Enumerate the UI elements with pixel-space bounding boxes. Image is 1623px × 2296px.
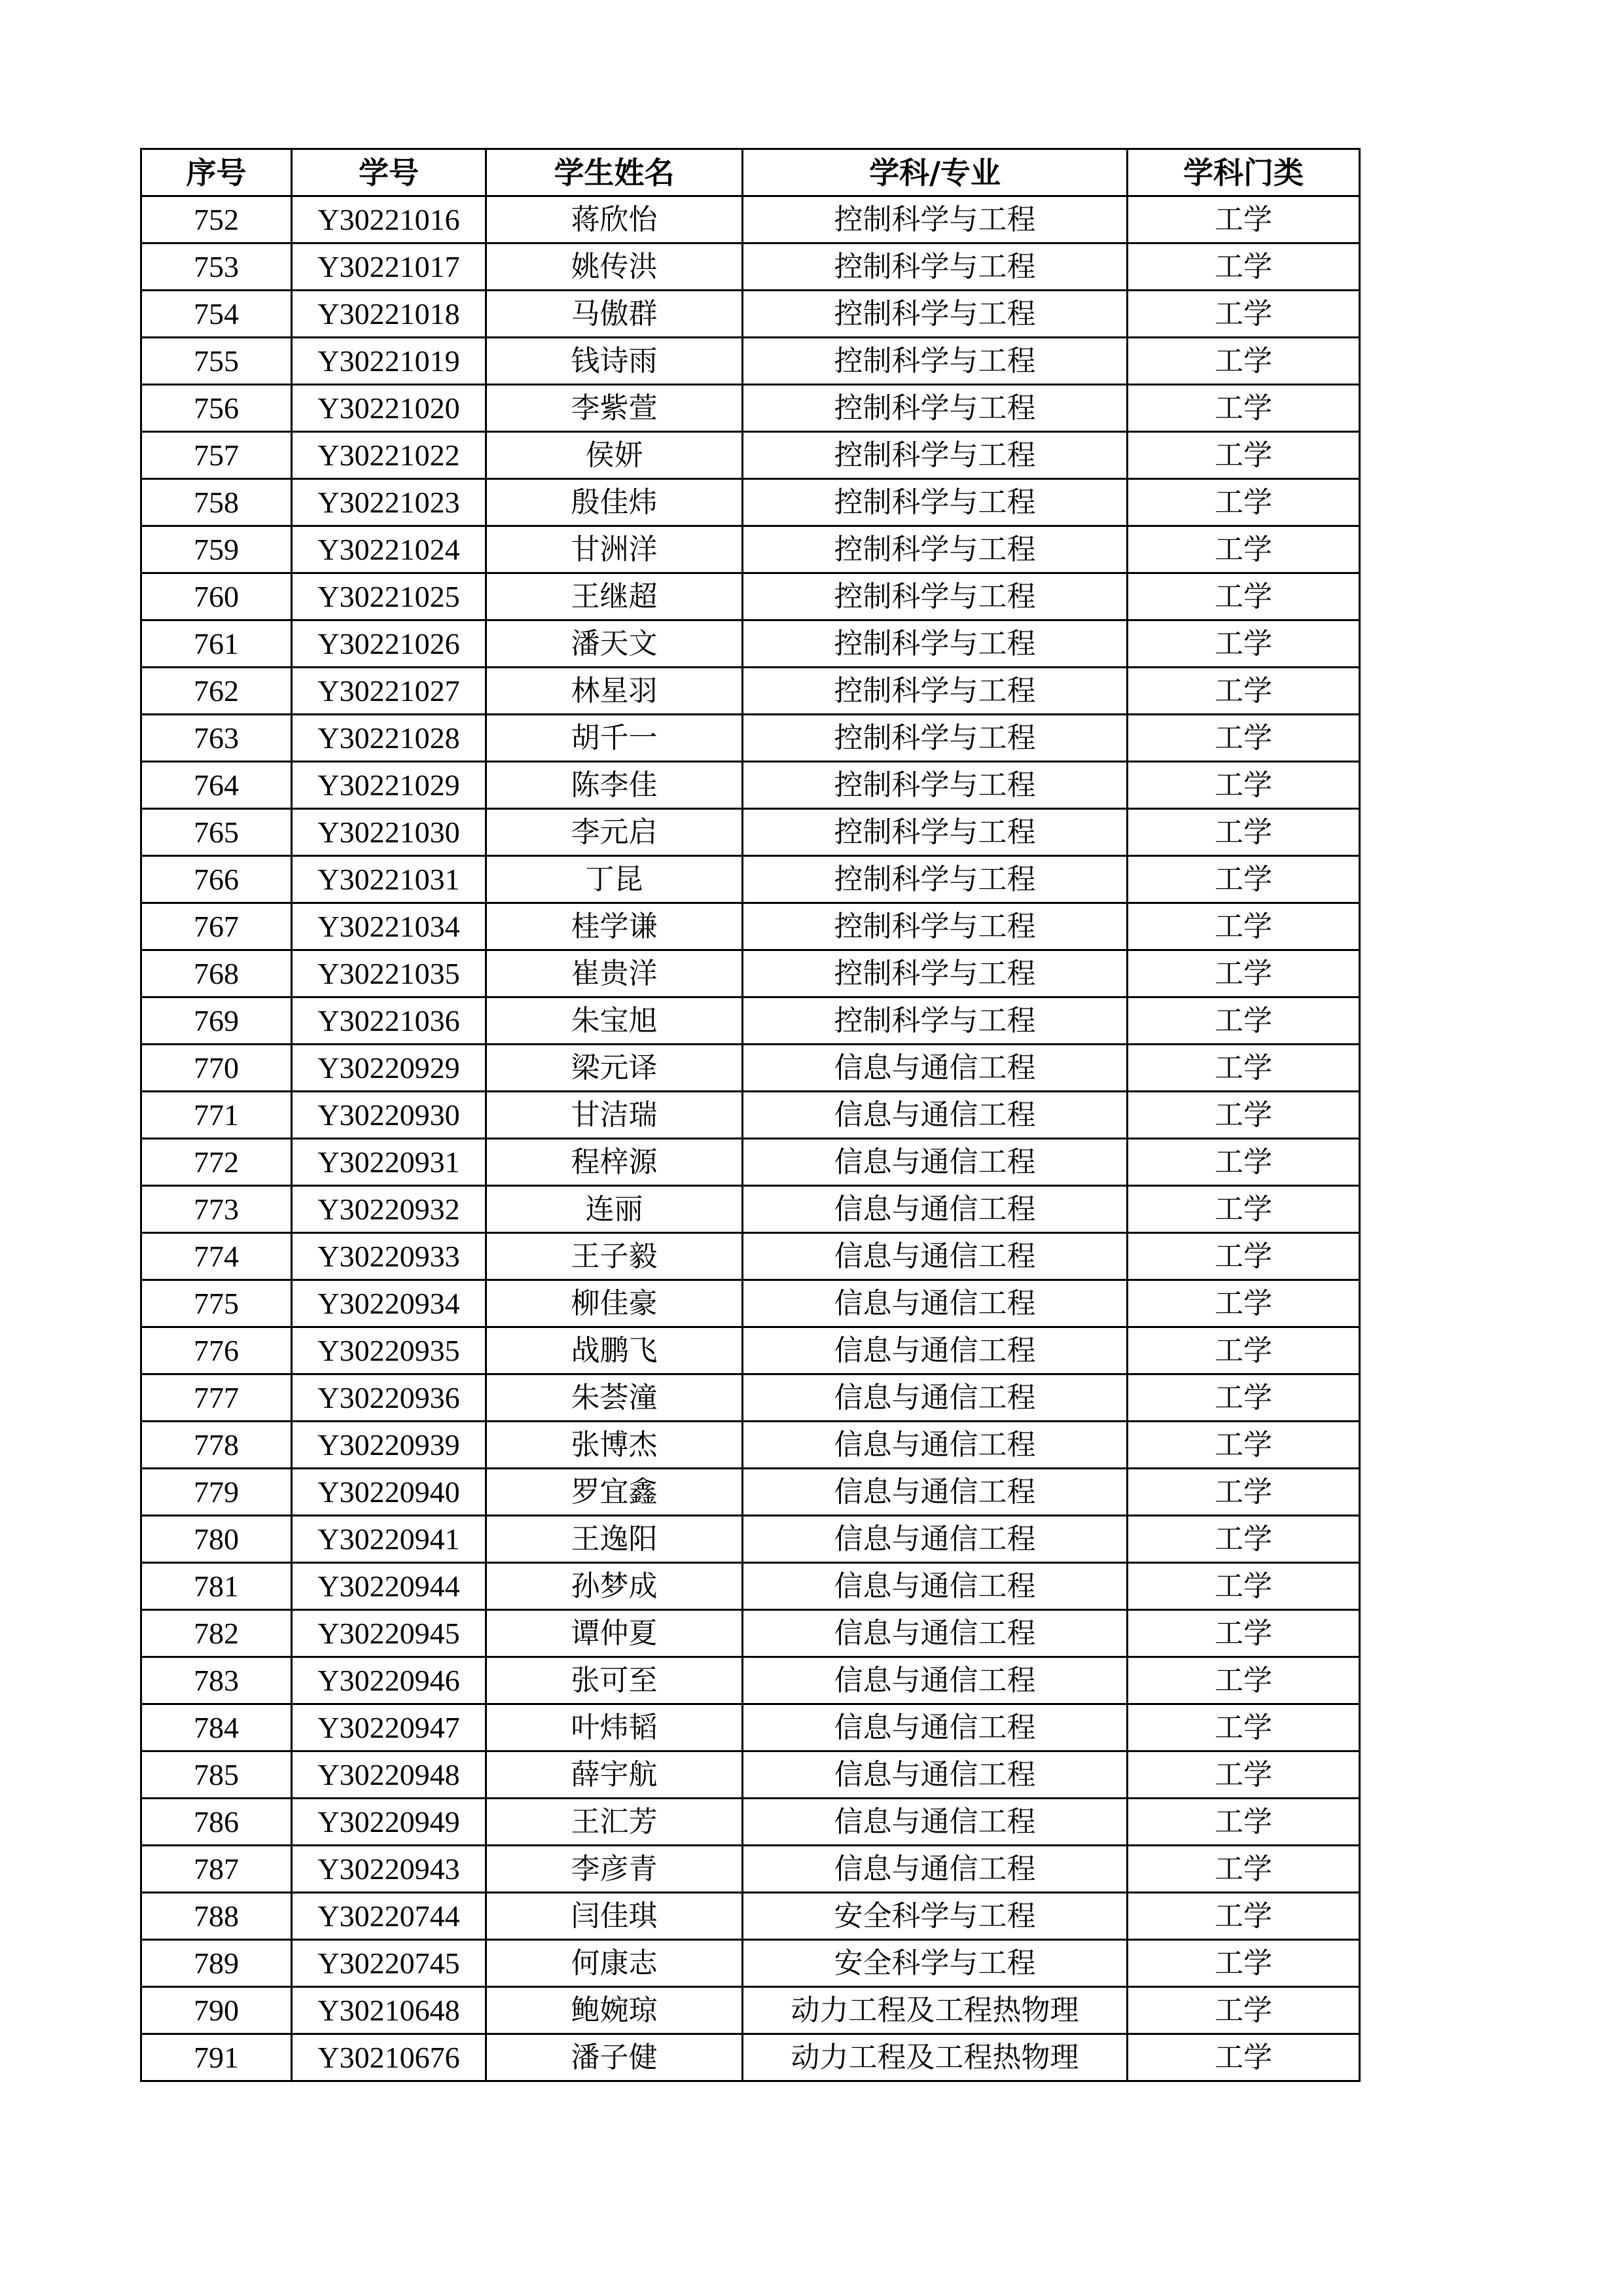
cell-student-id: Y30221025 (292, 573, 486, 620)
cell-seq: 769 (141, 997, 292, 1045)
cell-major: 控制科学与工程 (743, 196, 1128, 243)
table-row (141, 1327, 1360, 1374)
cell-category: 工学 (1128, 1186, 1360, 1233)
cell-student-name: 孙梦成 (486, 1563, 743, 1610)
cell-student-name: 朱宝旭 (486, 997, 743, 1045)
cell-student-id: Y30220941 (292, 1516, 486, 1563)
table-row (141, 573, 1360, 620)
table-row (141, 903, 1360, 950)
table-row (141, 1422, 1360, 1469)
cell-seq: 765 (141, 809, 292, 856)
cell-student-id: Y30221019 (292, 338, 486, 385)
cell-student-name: 胡千一 (486, 715, 743, 762)
cell-category: 工学 (1128, 385, 1360, 432)
cell-student-name: 何康志 (486, 1940, 743, 1987)
cell-seq: 774 (141, 1233, 292, 1280)
cell-category: 工学 (1128, 668, 1360, 715)
cell-seq: 790 (141, 1987, 292, 2034)
table-row (141, 1139, 1360, 1186)
cell-category: 工学 (1128, 1233, 1360, 1280)
table-row (141, 1469, 1360, 1516)
cell-student-id: Y30220945 (292, 1610, 486, 1657)
cell-category: 工学 (1128, 479, 1360, 526)
cell-seq: 768 (141, 950, 292, 997)
cell-student-id: Y30220931 (292, 1139, 486, 1186)
cell-student-id: Y30220943 (292, 1846, 486, 1893)
table-row (141, 1987, 1360, 2034)
table-row (141, 1092, 1360, 1139)
table-row (141, 1186, 1360, 1233)
table-row (141, 479, 1360, 526)
cell-major: 控制科学与工程 (743, 243, 1128, 291)
cell-student-id: Y30221035 (292, 950, 486, 997)
cell-student-name: 李紫萱 (486, 385, 743, 432)
cell-category: 工学 (1128, 526, 1360, 573)
cell-category: 工学 (1128, 620, 1360, 668)
cell-student-id: Y30221026 (292, 620, 486, 668)
cell-seq: 786 (141, 1799, 292, 1846)
cell-category: 工学 (1128, 1563, 1360, 1610)
cell-seq: 766 (141, 856, 292, 903)
cell-category: 工学 (1128, 1327, 1360, 1374)
cell-category: 工学 (1128, 715, 1360, 762)
cell-student-name: 王逸阳 (486, 1516, 743, 1563)
cell-student-name: 朱荟潼 (486, 1374, 743, 1422)
cell-major: 控制科学与工程 (743, 620, 1128, 668)
cell-major: 信息与通信工程 (743, 1327, 1128, 1374)
cell-major: 信息与通信工程 (743, 1563, 1128, 1610)
cell-student-id: Y30220936 (292, 1374, 486, 1422)
cell-student-id: Y30220745 (292, 1940, 486, 1987)
table-row (141, 1610, 1360, 1657)
cell-student-id: Y30221017 (292, 243, 486, 291)
cell-seq: 776 (141, 1327, 292, 1374)
cell-category: 工学 (1128, 1139, 1360, 1186)
cell-student-name: 陈李佳 (486, 762, 743, 809)
cell-category: 工学 (1128, 338, 1360, 385)
cell-category: 工学 (1128, 1893, 1360, 1940)
cell-student-id: Y30220940 (292, 1469, 486, 1516)
cell-student-id: Y30221023 (292, 479, 486, 526)
cell-student-id: Y30210648 (292, 1987, 486, 2034)
table-row (141, 1751, 1360, 1799)
cell-student-id: Y30220933 (292, 1233, 486, 1280)
cell-major: 控制科学与工程 (743, 950, 1128, 997)
cell-student-id: Y30221027 (292, 668, 486, 715)
cell-category: 工学 (1128, 1657, 1360, 1704)
cell-student-name: 张博杰 (486, 1422, 743, 1469)
cell-major: 信息与通信工程 (743, 1469, 1128, 1516)
table-row (141, 762, 1360, 809)
cell-student-name: 马傲群 (486, 291, 743, 338)
cell-student-id: Y30220948 (292, 1751, 486, 1799)
cell-major: 信息与通信工程 (743, 1422, 1128, 1469)
cell-student-id: Y30221028 (292, 715, 486, 762)
cell-student-id: Y30210676 (292, 2034, 486, 2081)
cell-major: 控制科学与工程 (743, 903, 1128, 950)
cell-seq: 775 (141, 1280, 292, 1327)
cell-major: 控制科学与工程 (743, 762, 1128, 809)
table-body (141, 196, 1360, 2081)
cell-seq: 781 (141, 1563, 292, 1610)
cell-category: 工学 (1128, 1704, 1360, 1751)
cell-student-name: 柳佳豪 (486, 1280, 743, 1327)
header-major: 学科/专业 (743, 149, 1128, 196)
cell-category: 工学 (1128, 432, 1360, 479)
table-row (141, 1799, 1360, 1846)
cell-category: 工学 (1128, 903, 1360, 950)
cell-category: 工学 (1128, 1751, 1360, 1799)
cell-student-id: Y30221024 (292, 526, 486, 573)
student-roster-table (140, 148, 1361, 2082)
cell-category: 工学 (1128, 196, 1360, 243)
cell-category: 工学 (1128, 2034, 1360, 2081)
cell-seq: 759 (141, 526, 292, 573)
cell-student-name: 蒋欣怡 (486, 196, 743, 243)
cell-category: 工学 (1128, 243, 1360, 291)
cell-category: 工学 (1128, 1610, 1360, 1657)
cell-category: 工学 (1128, 1422, 1360, 1469)
table-row (141, 1516, 1360, 1563)
cell-student-name: 潘天文 (486, 620, 743, 668)
cell-seq: 764 (141, 762, 292, 809)
table-row (141, 385, 1360, 432)
cell-student-name: 丁昆 (486, 856, 743, 903)
table-row (141, 1893, 1360, 1940)
table-row (141, 338, 1360, 385)
cell-student-id: Y30220932 (292, 1186, 486, 1233)
cell-seq: 773 (141, 1186, 292, 1233)
table-row (141, 1657, 1360, 1704)
cell-student-name: 李彦青 (486, 1846, 743, 1893)
cell-student-id: Y30220930 (292, 1092, 486, 1139)
cell-student-name: 钱诗雨 (486, 338, 743, 385)
cell-student-id: Y30221031 (292, 856, 486, 903)
cell-seq: 761 (141, 620, 292, 668)
cell-seq: 756 (141, 385, 292, 432)
table-row (141, 809, 1360, 856)
cell-student-name: 连丽 (486, 1186, 743, 1233)
table-row (141, 1940, 1360, 1987)
cell-seq: 788 (141, 1893, 292, 1940)
cell-seq: 780 (141, 1516, 292, 1563)
header-student-id: 学号 (292, 149, 486, 196)
cell-student-id: Y30220947 (292, 1704, 486, 1751)
header-seq: 序号 (141, 149, 292, 196)
cell-major: 信息与通信工程 (743, 1751, 1128, 1799)
cell-seq: 754 (141, 291, 292, 338)
cell-major: 控制科学与工程 (743, 526, 1128, 573)
cell-category: 工学 (1128, 291, 1360, 338)
table-row (141, 715, 1360, 762)
cell-student-name: 林星羽 (486, 668, 743, 715)
cell-student-id: Y30220935 (292, 1327, 486, 1374)
cell-student-name: 薛宇航 (486, 1751, 743, 1799)
table-row (141, 950, 1360, 997)
cell-category: 工学 (1128, 1045, 1360, 1092)
header-row (141, 149, 1360, 196)
cell-student-name: 王子毅 (486, 1233, 743, 1280)
cell-major: 控制科学与工程 (743, 809, 1128, 856)
cell-major: 控制科学与工程 (743, 668, 1128, 715)
cell-major: 安全科学与工程 (743, 1893, 1128, 1940)
cell-student-name: 王继超 (486, 573, 743, 620)
cell-student-name: 姚传洪 (486, 243, 743, 291)
cell-student-name: 王汇芳 (486, 1799, 743, 1846)
cell-seq: 770 (141, 1045, 292, 1092)
table-row (141, 196, 1360, 243)
cell-category: 工学 (1128, 809, 1360, 856)
table-row (141, 1233, 1360, 1280)
cell-category: 工学 (1128, 950, 1360, 997)
table-header (141, 149, 1360, 196)
cell-category: 工学 (1128, 1374, 1360, 1422)
cell-student-id: Y30221016 (292, 196, 486, 243)
cell-student-name: 罗宜鑫 (486, 1469, 743, 1516)
cell-major: 控制科学与工程 (743, 573, 1128, 620)
cell-major: 控制科学与工程 (743, 997, 1128, 1045)
cell-student-name: 战鹏飞 (486, 1327, 743, 1374)
cell-category: 工学 (1128, 1799, 1360, 1846)
cell-category: 工学 (1128, 573, 1360, 620)
cell-student-id: Y30220939 (292, 1422, 486, 1469)
cell-student-id: Y30220946 (292, 1657, 486, 1704)
cell-student-name: 侯妍 (486, 432, 743, 479)
cell-seq: 772 (141, 1139, 292, 1186)
cell-seq: 778 (141, 1422, 292, 1469)
cell-major: 动力工程及工程热物理 (743, 1987, 1128, 2034)
cell-seq: 767 (141, 903, 292, 950)
cell-seq: 752 (141, 196, 292, 243)
table-row (141, 997, 1360, 1045)
cell-seq: 791 (141, 2034, 292, 2081)
cell-student-name: 桂学谦 (486, 903, 743, 950)
cell-student-id: Y30221030 (292, 809, 486, 856)
cell-major: 控制科学与工程 (743, 479, 1128, 526)
cell-seq: 777 (141, 1374, 292, 1422)
cell-major: 信息与通信工程 (743, 1799, 1128, 1846)
cell-category: 工学 (1128, 1280, 1360, 1327)
cell-seq: 784 (141, 1704, 292, 1751)
cell-student-name: 鲍婉琼 (486, 1987, 743, 2034)
cell-student-id: Y30221034 (292, 903, 486, 950)
cell-major: 控制科学与工程 (743, 385, 1128, 432)
table-row (141, 1846, 1360, 1893)
cell-major: 信息与通信工程 (743, 1233, 1128, 1280)
cell-student-name: 闫佳琪 (486, 1893, 743, 1940)
cell-seq: 789 (141, 1940, 292, 1987)
table-row (141, 1374, 1360, 1422)
table-row (141, 1563, 1360, 1610)
cell-major: 信息与通信工程 (743, 1139, 1128, 1186)
cell-seq: 755 (141, 338, 292, 385)
cell-category: 工学 (1128, 1092, 1360, 1139)
cell-student-id: Y30221022 (292, 432, 486, 479)
cell-student-id: Y30220934 (292, 1280, 486, 1327)
cell-major: 信息与通信工程 (743, 1280, 1128, 1327)
cell-seq: 787 (141, 1846, 292, 1893)
table-row (141, 2034, 1360, 2081)
cell-major: 信息与通信工程 (743, 1045, 1128, 1092)
cell-student-name: 谭仲夏 (486, 1610, 743, 1657)
cell-student-id: Y30221036 (292, 997, 486, 1045)
cell-student-name: 叶炜韬 (486, 1704, 743, 1751)
table-row (141, 291, 1360, 338)
cell-seq: 760 (141, 573, 292, 620)
cell-major: 控制科学与工程 (743, 338, 1128, 385)
cell-major: 安全科学与工程 (743, 1940, 1128, 1987)
cell-seq: 783 (141, 1657, 292, 1704)
cell-category: 工学 (1128, 1469, 1360, 1516)
cell-student-name: 甘洁瑞 (486, 1092, 743, 1139)
cell-major: 信息与通信工程 (743, 1846, 1128, 1893)
table-row (141, 243, 1360, 291)
cell-major: 信息与通信工程 (743, 1186, 1128, 1233)
cell-student-name: 张可至 (486, 1657, 743, 1704)
cell-student-name: 程梓源 (486, 1139, 743, 1186)
cell-seq: 757 (141, 432, 292, 479)
cell-major: 信息与通信工程 (743, 1657, 1128, 1704)
cell-category: 工学 (1128, 1846, 1360, 1893)
cell-category: 工学 (1128, 1516, 1360, 1563)
cell-seq: 758 (141, 479, 292, 526)
table-row (141, 668, 1360, 715)
cell-student-name: 李元启 (486, 809, 743, 856)
cell-major: 信息与通信工程 (743, 1610, 1128, 1657)
cell-student-id: Y30221020 (292, 385, 486, 432)
cell-student-id: Y30220744 (292, 1893, 486, 1940)
table-row (141, 1704, 1360, 1751)
cell-student-name: 梁元译 (486, 1045, 743, 1092)
cell-category: 工学 (1128, 1987, 1360, 2034)
cell-seq: 762 (141, 668, 292, 715)
cell-seq: 753 (141, 243, 292, 291)
cell-seq: 779 (141, 1469, 292, 1516)
cell-student-name: 甘洲洋 (486, 526, 743, 573)
cell-category: 工学 (1128, 762, 1360, 809)
cell-student-id: Y30221018 (292, 291, 486, 338)
cell-student-id: Y30220929 (292, 1045, 486, 1092)
header-category: 学科门类 (1128, 149, 1360, 196)
cell-major: 控制科学与工程 (743, 291, 1128, 338)
table-row (141, 1045, 1360, 1092)
cell-student-id: Y30220944 (292, 1563, 486, 1610)
cell-category: 工学 (1128, 1940, 1360, 1987)
cell-major: 动力工程及工程热物理 (743, 2034, 1128, 2081)
table-row (141, 432, 1360, 479)
table-row (141, 856, 1360, 903)
table-row (141, 526, 1360, 573)
cell-seq: 782 (141, 1610, 292, 1657)
cell-student-id: Y30220949 (292, 1799, 486, 1846)
cell-seq: 771 (141, 1092, 292, 1139)
cell-major: 控制科学与工程 (743, 856, 1128, 903)
cell-seq: 763 (141, 715, 292, 762)
cell-major: 信息与通信工程 (743, 1374, 1128, 1422)
cell-student-name: 殷佳炜 (486, 479, 743, 526)
cell-category: 工学 (1128, 856, 1360, 903)
table-row (141, 1280, 1360, 1327)
cell-category: 工学 (1128, 997, 1360, 1045)
cell-student-name: 崔贵洋 (486, 950, 743, 997)
cell-major: 信息与通信工程 (743, 1704, 1128, 1751)
cell-major: 控制科学与工程 (743, 432, 1128, 479)
cell-seq: 785 (141, 1751, 292, 1799)
table-row (141, 620, 1360, 668)
cell-major: 信息与通信工程 (743, 1092, 1128, 1139)
cell-major: 控制科学与工程 (743, 715, 1128, 762)
cell-student-name: 潘子健 (486, 2034, 743, 2081)
header-student-name: 学生姓名 (486, 149, 743, 196)
cell-major: 信息与通信工程 (743, 1516, 1128, 1563)
cell-student-id: Y30221029 (292, 762, 486, 809)
